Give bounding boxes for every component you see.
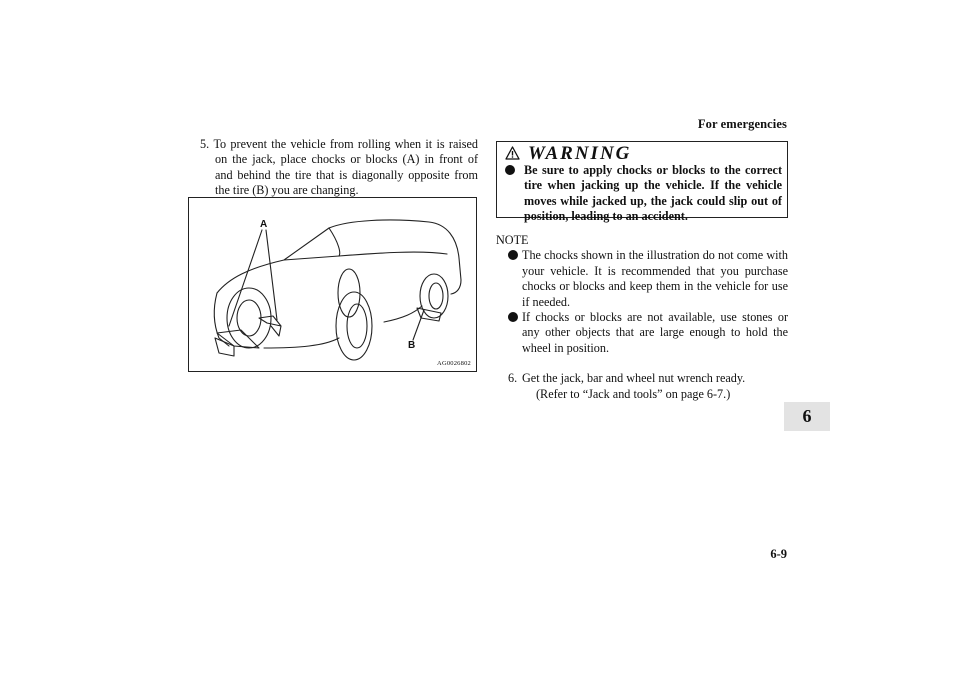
bullet-icon (505, 165, 515, 175)
front-left-tire (227, 288, 271, 348)
car-pillar-line (329, 228, 340, 256)
page-header-title: For emergencies (697, 117, 787, 131)
step-5-text (200, 137, 478, 199)
warning-body (504, 163, 782, 225)
figure-code: AG0026802 (437, 360, 471, 367)
chock-front-4 (271, 326, 281, 336)
bullet-icon (508, 312, 518, 322)
warning-item (504, 163, 782, 225)
note-item (496, 310, 788, 356)
step-6-number: 6. (508, 371, 518, 386)
note-label: NOTE (496, 233, 529, 247)
car-rear-sill (384, 306, 422, 322)
rear-right-rim (429, 283, 443, 309)
step-6-reference: (Refer to “Jack and tools” on page 6-7.) (536, 386, 731, 401)
label-a: A (260, 219, 268, 230)
warning-item-text: Be sure to apply chocks or blocks to the correct tire when jacking up the vehicle. If the vehicle moves while jacked up, the jack could slip out of position, leading to an accident. (524, 163, 782, 224)
step-6 (496, 371, 788, 402)
label-b: B (408, 340, 416, 351)
chapter-tab (784, 402, 830, 431)
chock-front-2 (215, 338, 234, 356)
warning-box (496, 141, 788, 224)
note-section (496, 233, 788, 402)
vehicle-line-drawing (189, 198, 478, 373)
page-number: 6-9 (770, 547, 787, 561)
warning-header (505, 142, 631, 164)
leader-a-2 (266, 230, 277, 320)
note-item-text: The chocks shown in the illustration do not come with your vehicle. It is recommended that you purchase chocks or blocks and keep them in the vehicle for use if needed. (522, 248, 788, 309)
chock-front-1 (217, 330, 259, 348)
chapter-number: 6 (802, 406, 812, 426)
car-sill-line (264, 338, 339, 348)
note-item (496, 248, 788, 310)
bullet-icon (508, 250, 518, 260)
leader-b (413, 310, 424, 340)
car-belt-line (284, 252, 447, 260)
step-5 (200, 137, 478, 199)
warning-triangle-icon (505, 146, 520, 160)
step-5-number: 5. (200, 137, 210, 151)
step-5-body: To prevent the vehicle from rolling when it is raised on the jack, place chocks or blocks (A) in front of and behind the tire that is diagonally opposite from the tire (B) you are changing. (213, 137, 478, 198)
vehicle-chocks-illustration (188, 197, 477, 372)
note-item-text: If chocks or blocks are not available, use stones or any other objects that are large enough to hold the wheel in position. (522, 310, 788, 355)
warning-title: WARNING (528, 143, 632, 164)
step-6-text: Get the jack, bar and wheel nut wrench ready. (522, 371, 746, 386)
